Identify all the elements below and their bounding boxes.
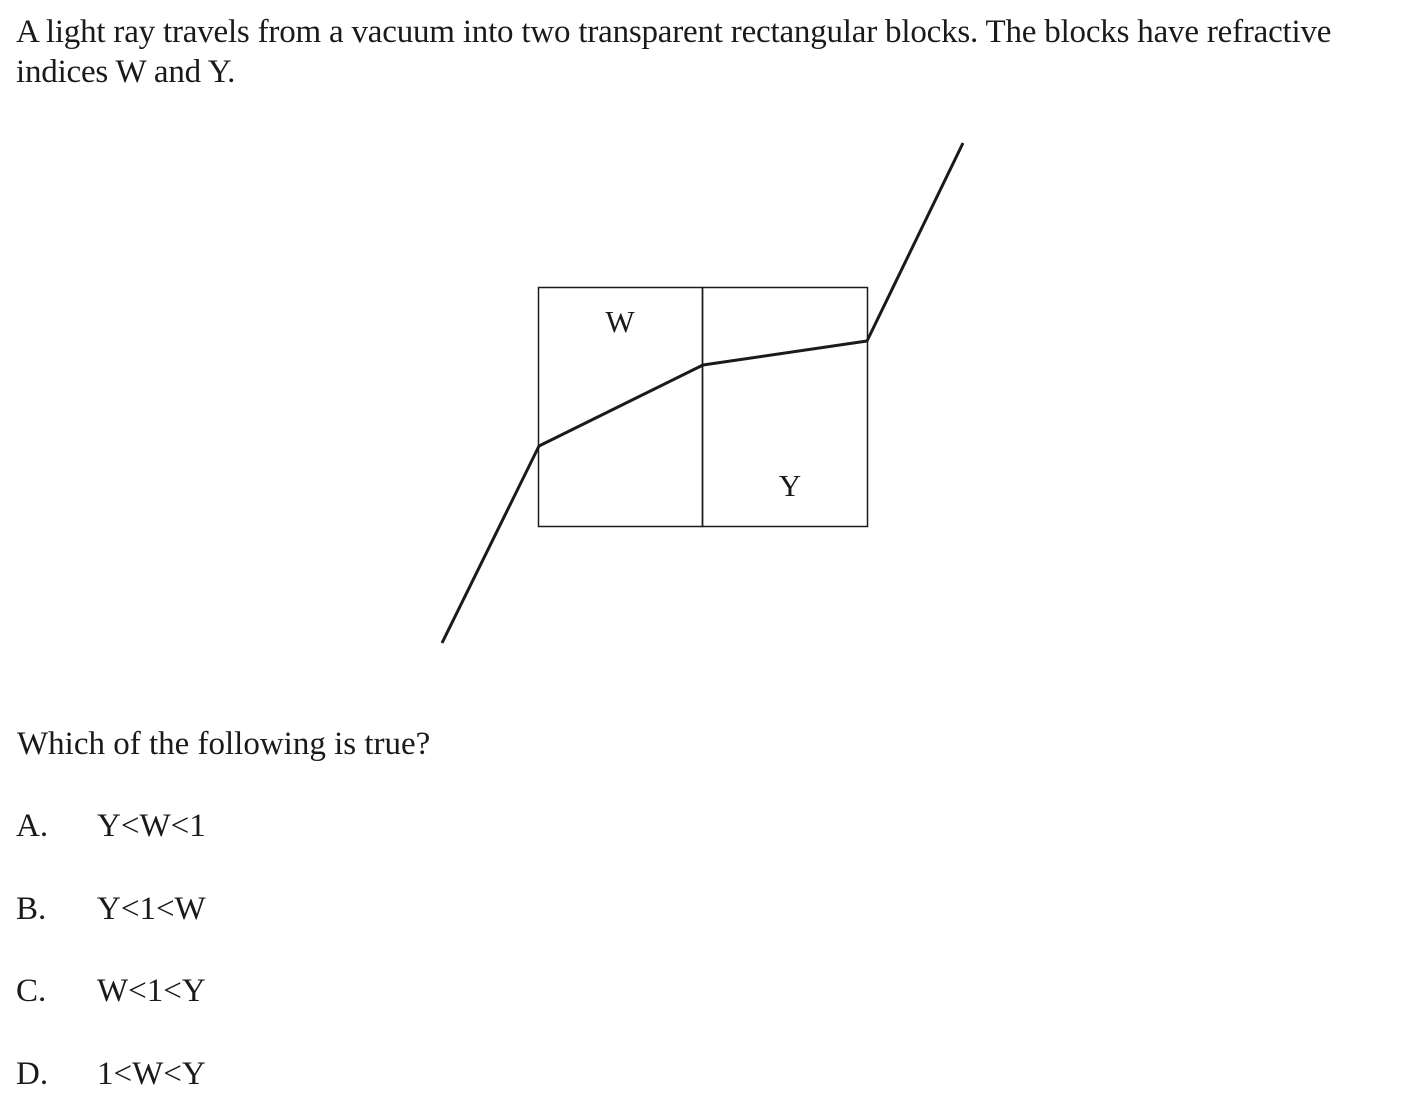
choice-letter: A. — [16, 808, 49, 844]
choice-letter: B. — [16, 891, 47, 927]
choice-text: Y<W<1 — [97, 808, 206, 844]
block-y-label: Y — [778, 468, 802, 503]
choice-text: 1<W<Y — [97, 1056, 206, 1092]
question-text: Which of the following is true? — [17, 726, 431, 762]
choice-letter: C. — [16, 973, 47, 1009]
block-w-label: W — [605, 304, 635, 339]
choice-letter: D. — [16, 1056, 49, 1092]
problem-intro: A light ray travels from a vacuum into two transparent rectangular blocks. The blocks have refractive indices W and Y. — [16, 14, 1332, 90]
choice-text: W<1<Y — [97, 973, 206, 1009]
choice-text: Y<1<W — [97, 891, 206, 927]
